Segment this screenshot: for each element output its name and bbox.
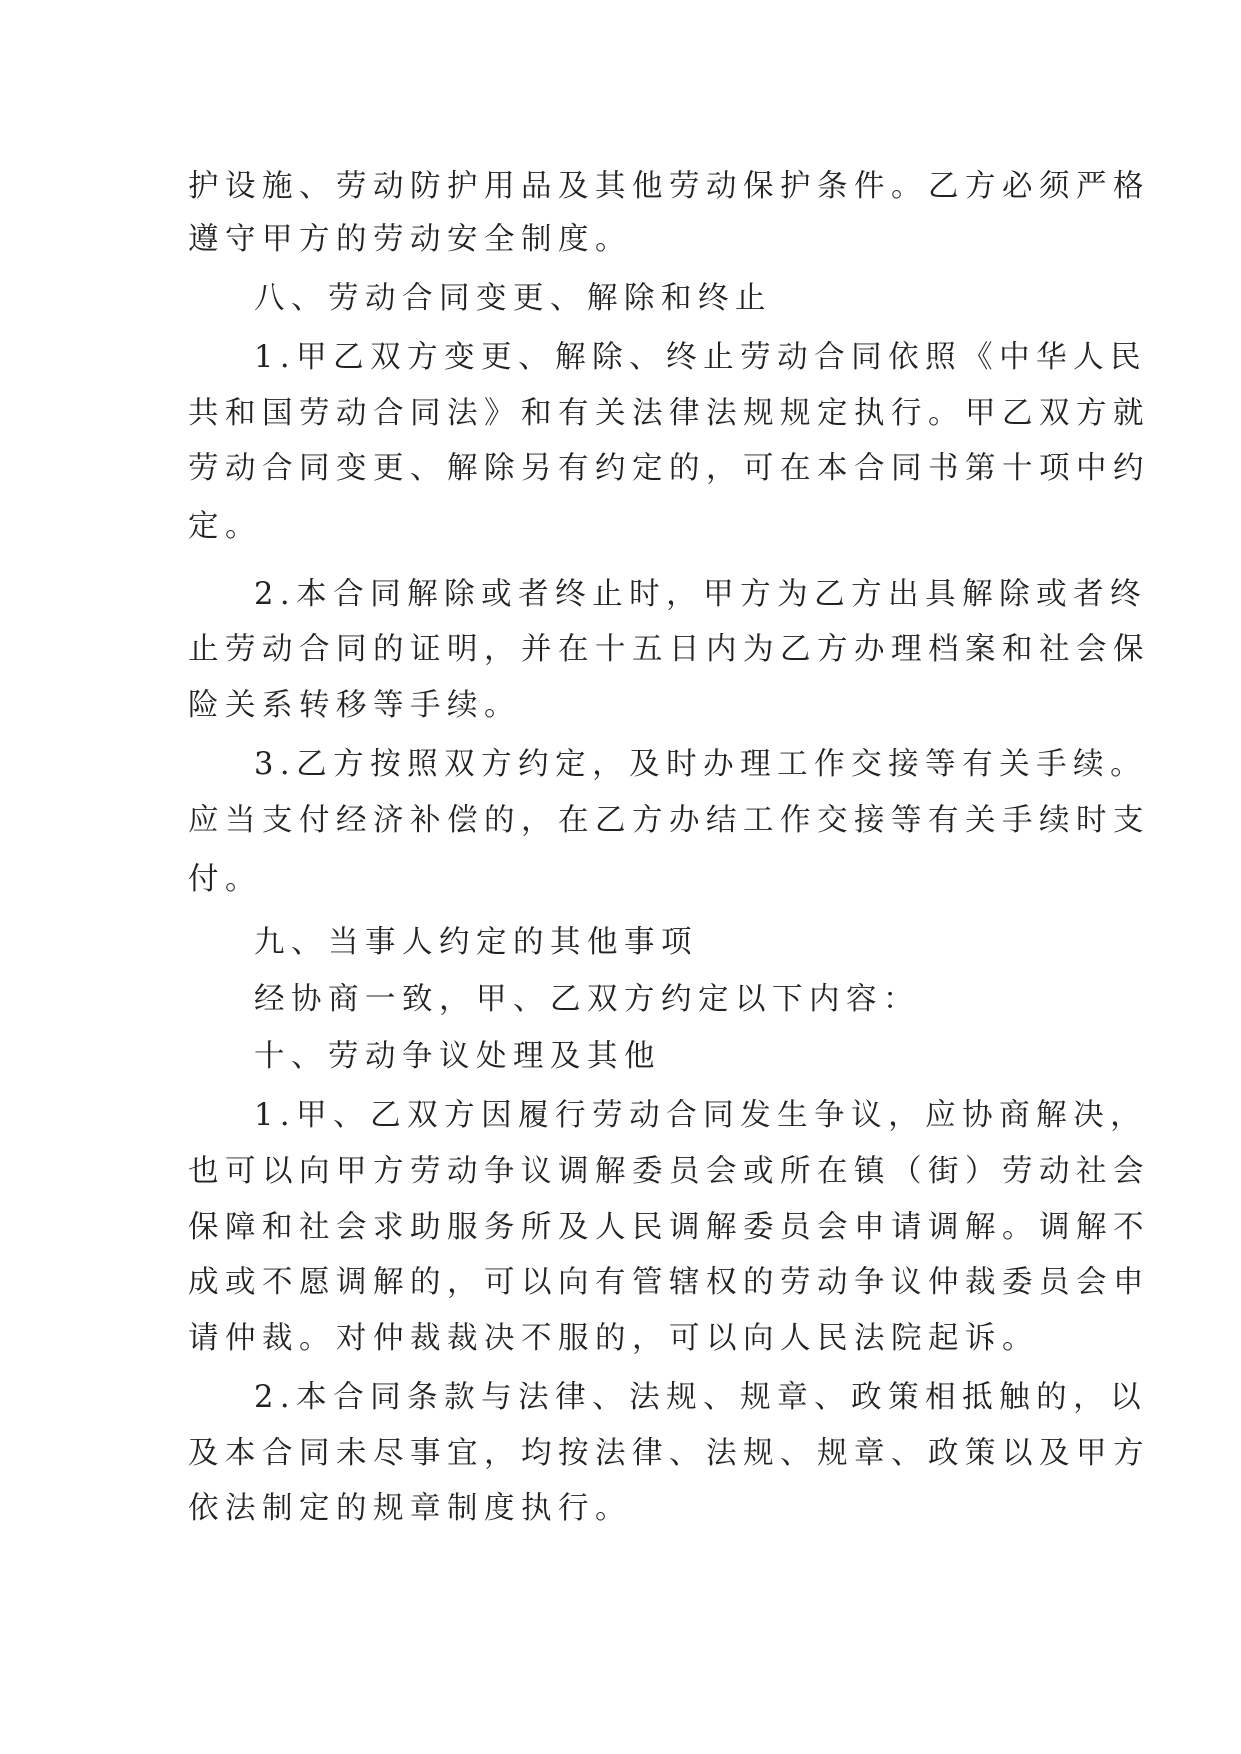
text-line: 1.甲乙双方变更、解除、终止劳动合同依照《中华人民 (254, 340, 1148, 375)
text-line: 遵守甲方的劳动安全制度。 (188, 222, 632, 257)
text-line: 止劳动合同的证明，并在十五日内为乙方办理档案和社会保 (188, 632, 1150, 667)
text-line: 2.本合同条款与法律、法规、规章、政策相抵触的，以 (254, 1380, 1148, 1415)
text-line: 2.本合同解除或者终止时，甲方为乙方出具解除或者终 (254, 577, 1148, 612)
text-line: 护设施、劳动防护用品及其他劳动保护条件。乙方必须严格 (188, 169, 1150, 204)
text-line: 经协商一致，甲、乙双方约定以下内容： (254, 982, 920, 1017)
text-line: 依法制定的规章制度执行。 (188, 1491, 632, 1526)
text-line: 及本合同未尽事宜，均按法律、法规、规章、政策以及甲方 (188, 1436, 1150, 1471)
text-line: 共和国劳动合同法》和有关法律法规规定执行。甲乙双方就 (188, 396, 1150, 431)
text-line: 请仲裁。对仲裁裁决不服的，可以向人民法院起诉。 (188, 1321, 1039, 1356)
text-line: 定。 (188, 509, 262, 544)
section-heading: 九、当事人约定的其他事项 (254, 925, 698, 960)
text-line: 3.乙方按照双方约定，及时办理工作交接等有关手续。 (254, 747, 1148, 782)
text-line: 劳动合同变更、解除另有约定的，可在本合同书第十项中约 (188, 451, 1150, 486)
text-line: 付。 (188, 862, 262, 897)
text-line: 保障和社会求助服务所及人民调解委员会申请调解。调解不 (188, 1210, 1150, 1245)
text-line: 应当支付经济补偿的，在乙方办结工作交接等有关手续时支 (188, 803, 1150, 838)
section-heading: 八、劳动合同变更、解除和终止 (254, 281, 772, 316)
text-line: 也可以向甲方劳动争议调解委员会或所在镇（街）劳动社会 (188, 1154, 1150, 1189)
text-line: 险关系转移等手续。 (188, 688, 521, 723)
text-line: 1.甲、乙双方因履行劳动合同发生争议，应协商解决， (254, 1098, 1148, 1133)
text-line: 成或不愿调解的，可以向有管辖权的劳动争议仲裁委员会申 (188, 1265, 1150, 1300)
section-heading: 十、劳动争议处理及其他 (254, 1039, 661, 1074)
